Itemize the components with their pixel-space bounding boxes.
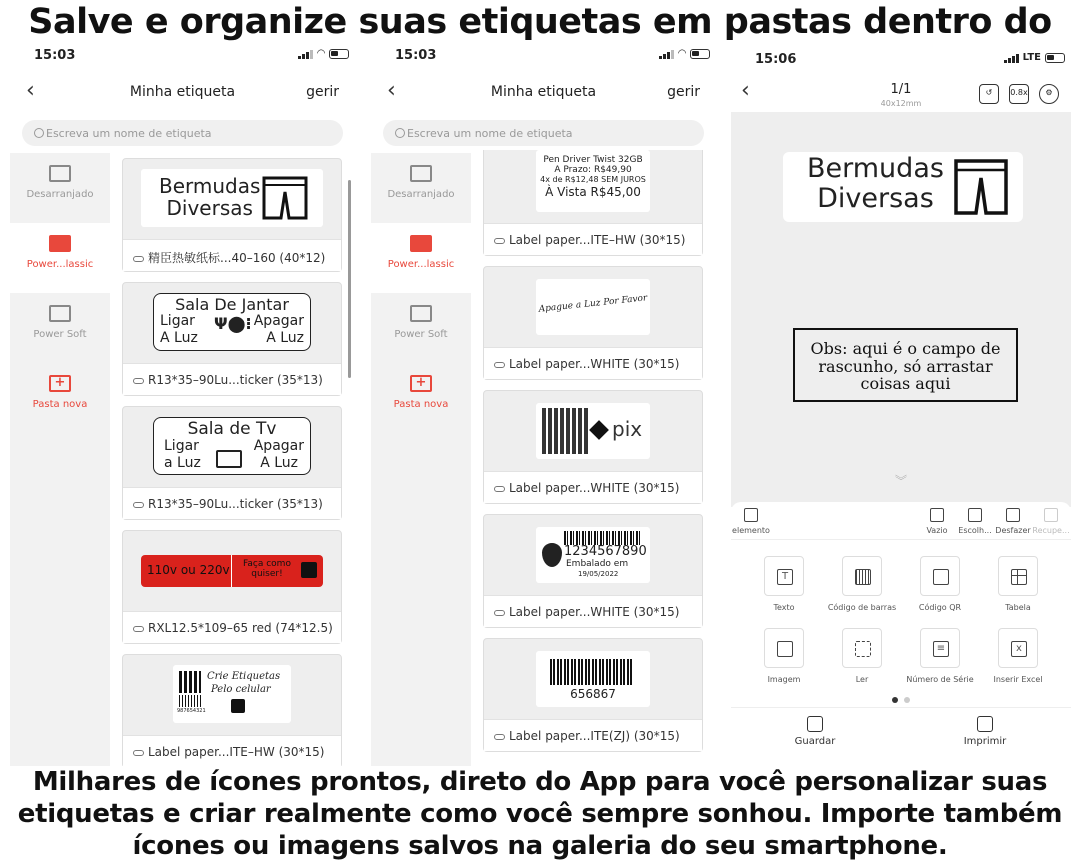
redo-button[interactable] <box>1031 508 1071 535</box>
toolbar-label: Desfazer <box>995 526 1031 535</box>
phone-screen-2 <box>371 42 716 766</box>
label-text: pix <box>612 417 643 441</box>
label-text: A Luz <box>266 330 304 346</box>
status-time: 15:03 <box>34 48 76 63</box>
back-icon[interactable]: ‹ <box>26 78 35 103</box>
status-time: 15:06 <box>755 52 797 67</box>
label-card[interactable] <box>122 158 342 272</box>
label-text: Bermudas <box>807 153 944 184</box>
barcode-icon <box>550 659 632 685</box>
label-text: Sala De Jantar <box>175 295 289 314</box>
insert-excel-button[interactable] <box>979 628 1057 684</box>
text-icon: T <box>777 569 793 585</box>
qr-code-icon <box>179 671 201 693</box>
battery-icon <box>690 49 710 59</box>
folder-icon <box>49 235 71 252</box>
toolbar-label: Recupe... <box>1032 526 1070 535</box>
wifi-icon: ◠ <box>317 48 325 59</box>
toolbar-label: elemento <box>732 526 770 535</box>
label-caption: RXL12.5*109–65 red (74*12.5) <box>148 621 333 635</box>
label-caption: Label paper...WHITE (30*15) <box>509 605 680 619</box>
label-text: Bermudas <box>159 174 261 198</box>
printer-icon <box>977 716 993 732</box>
folder-item[interactable] <box>10 293 110 363</box>
label-text: Ligar <box>164 438 199 454</box>
label-text: Faça como quiser! <box>243 559 291 579</box>
scan-button[interactable] <box>823 628 901 684</box>
bottom-bar <box>731 707 1071 766</box>
headline: Salve e organize suas etiquetas em pastas dentro do <box>28 2 1052 42</box>
print-button[interactable] <box>955 716 1015 747</box>
undo-button[interactable] <box>993 508 1033 535</box>
add-barcode-button[interactable] <box>823 556 901 612</box>
label-card[interactable] <box>122 530 342 644</box>
folder-label: Pasta nova <box>393 399 449 410</box>
wifi-icon: ◠ <box>678 48 686 59</box>
brand-logo-icon <box>301 562 317 578</box>
cloud-icon <box>133 502 144 508</box>
cloud-icon <box>494 610 505 616</box>
qr-code-icon <box>933 569 949 585</box>
toolbar-label: Vazio <box>926 526 948 535</box>
folder-item[interactable] <box>10 153 110 223</box>
signal-icon <box>659 49 674 59</box>
label-caption: Label paper...WHITE (30*15) <box>509 481 680 495</box>
search-icon <box>34 128 44 138</box>
editor-toolbar <box>731 502 1071 540</box>
barcode-icon <box>564 531 640 545</box>
battery-icon <box>329 49 349 59</box>
grid-label: Número de Série <box>906 675 974 684</box>
cloud-icon <box>133 256 144 262</box>
folder-item-active[interactable] <box>10 223 110 293</box>
label-text: 1234567890 <box>564 544 647 559</box>
folder-icon <box>410 165 432 182</box>
label-card[interactable] <box>122 406 342 520</box>
footer-caption <box>10 766 1070 862</box>
label-list <box>483 150 703 766</box>
label-text: Diversas <box>817 182 934 214</box>
clear-button[interactable] <box>917 508 957 535</box>
barcode-icon <box>855 569 871 585</box>
cloud-icon <box>133 626 144 632</box>
folder-label: Desarranjado <box>26 189 94 200</box>
label-caption: Label paper...ITE–HW (30*15) <box>509 233 686 247</box>
status-time: 15:03 <box>395 48 437 63</box>
scan-icon <box>855 641 871 657</box>
label-card[interactable] <box>122 282 342 396</box>
folder-label: Power Soft <box>33 329 87 340</box>
save-button[interactable] <box>785 716 845 747</box>
label-caption: R13*35–90Lu...ticker (35*13) <box>148 497 323 511</box>
table-icon <box>1011 569 1027 585</box>
label-text: Pelo celular <box>211 684 271 695</box>
barcode-icon <box>179 695 201 707</box>
page-dots <box>731 688 1071 707</box>
network-type: LTE <box>1022 52 1041 63</box>
page-dot <box>904 697 910 703</box>
label-text: Crie Etiquetas <box>207 671 281 682</box>
shorts-icon <box>261 175 309 221</box>
folder-label: Power...lassic <box>26 259 94 270</box>
label-list <box>122 158 342 766</box>
folder-label: Power...lassic <box>387 259 455 270</box>
qr-code-icon <box>542 408 588 454</box>
search-placeholder: Escreva um nome de etiqueta <box>46 127 212 140</box>
folder-item[interactable] <box>371 293 471 363</box>
cloud-icon <box>494 734 505 740</box>
add-qr-button[interactable] <box>901 556 979 612</box>
folder-icon <box>410 235 432 252</box>
select-button[interactable] <box>955 508 995 535</box>
draft-text-element[interactable] <box>793 328 1018 402</box>
folder-icon <box>49 305 71 322</box>
add-folder-icon: + <box>410 375 432 392</box>
back-icon[interactable]: ‹ <box>387 78 396 103</box>
cutlery-icon: Ψ⬤⁝ <box>214 314 252 333</box>
label-text: 4x de R$12,48 SEM JUROS <box>540 174 646 184</box>
page-indicator: 1/1 <box>890 82 912 97</box>
label-card[interactable] <box>483 638 703 752</box>
grid-icon <box>744 508 758 522</box>
new-folder-button[interactable] <box>371 363 471 433</box>
label-text: Pen Driver Twist 32GB <box>543 155 643 165</box>
folder-item[interactable] <box>371 153 471 223</box>
label-caption: 精臣热敏纸标...40–160 (40*12) <box>148 251 326 265</box>
element-grid <box>731 542 1071 702</box>
signal-icon <box>298 49 313 59</box>
ornament-border <box>1016 328 1018 402</box>
search-input[interactable] <box>22 120 343 146</box>
label-caption: Label paper...WHITE (30*15) <box>509 357 680 371</box>
add-image-button[interactable] <box>745 628 823 684</box>
folder-label: Desarranjado <box>387 189 455 200</box>
page-dot-active <box>892 697 898 703</box>
manage-button[interactable]: gerir <box>306 84 339 100</box>
footer-line: ícones ou imagens salvos na galeria do seu smartphone. <box>132 831 948 861</box>
label-card[interactable] <box>483 150 703 256</box>
folder-icon <box>49 165 71 182</box>
label-card[interactable] <box>483 266 703 380</box>
label-card[interactable] <box>483 390 703 504</box>
excel-icon: x <box>1011 641 1027 657</box>
folder-item-active[interactable] <box>371 223 471 293</box>
page-title: Minha etiqueta <box>490 84 597 100</box>
label-text: 987654321 <box>177 708 206 714</box>
image-icon <box>777 641 793 657</box>
label-text: Ligar <box>160 313 195 329</box>
status-bar <box>731 52 1071 70</box>
cloud-icon <box>494 486 505 492</box>
serial-number-icon: ≡ <box>933 641 949 657</box>
label-caption: R13*35–90Lu...ticker (35*13) <box>148 373 323 387</box>
scrollbar[interactable] <box>348 180 351 378</box>
new-folder-button[interactable] <box>10 363 110 433</box>
signal-icon <box>1004 53 1019 63</box>
add-table-button[interactable] <box>979 556 1057 612</box>
search-input[interactable] <box>383 120 704 146</box>
label-text: À Vista R$45,00 <box>545 184 641 199</box>
bottom-label: Guardar <box>794 736 836 747</box>
grid-label: Texto <box>773 603 795 612</box>
grid-label: Tabela <box>1005 603 1031 612</box>
cloud-icon <box>133 378 144 384</box>
shorts-icon <box>953 158 1009 216</box>
label-text: Apagar <box>253 313 304 329</box>
status-bar <box>10 48 355 66</box>
grid-label: Inserir Excel <box>993 675 1043 684</box>
grid-label: Código QR <box>918 603 962 612</box>
label-text: Apagar <box>253 438 304 454</box>
phone-screen-1 <box>10 42 355 766</box>
zoom-button[interactable]: 0.8x <box>1009 84 1029 104</box>
phone-screen-editor <box>731 42 1071 766</box>
battery-icon <box>1045 53 1065 63</box>
cloud-icon <box>494 362 505 368</box>
tv-icon <box>216 450 242 468</box>
manage-button[interactable]: gerir <box>667 84 700 100</box>
folder-sidebar <box>371 153 471 766</box>
save-icon <box>807 716 823 732</box>
label-text: a Luz <box>164 455 201 471</box>
draft-text: coisas aqui <box>860 374 951 394</box>
ornament-border <box>793 328 795 402</box>
cloud-icon <box>133 750 144 756</box>
redo-icon <box>1044 508 1058 522</box>
label-text: A Prazo: R$49,90 <box>554 164 632 175</box>
grid-label: Imagem <box>767 675 801 684</box>
draft-text: rascunho, só arrastar <box>818 356 993 376</box>
label-text: 110v ou 220v <box>147 563 230 577</box>
eraser-icon <box>930 508 944 522</box>
label-canvas[interactable] <box>731 112 1071 507</box>
folder-label: Pasta nova <box>32 399 88 410</box>
brand-logo-icon <box>231 699 245 713</box>
chevron-down-icon[interactable]: ︾ <box>894 474 907 488</box>
label-text: 656867 <box>570 687 616 701</box>
add-folder-icon: + <box>49 375 71 392</box>
strawberry-icon <box>542 543 562 567</box>
search-placeholder: Escreva um nome de etiqueta <box>407 127 573 140</box>
grid-label: Ler <box>855 675 869 684</box>
canvas-label-element[interactable] <box>783 152 1023 222</box>
search-icon <box>395 128 405 138</box>
label-text: Apague a Luz Por Favor <box>538 293 648 315</box>
label-card[interactable] <box>483 514 703 628</box>
label-text: 19/05/2022 <box>578 570 619 578</box>
footer-line: Milhares de ícones prontos, direto do App para você personalizar suas <box>32 767 1048 797</box>
label-text: A Luz <box>260 455 298 471</box>
ornament-border <box>793 400 1018 402</box>
footer-line: etiquetas e criar realmente como você sempre sonhou. Importe também <box>17 799 1063 829</box>
label-text: Embalado em <box>566 559 629 569</box>
checklist-icon <box>968 508 982 522</box>
status-bar <box>371 48 716 66</box>
label-caption: Label paper...ITE–HW (30*15) <box>148 745 325 759</box>
toolbar-label: Escolh... <box>958 526 992 535</box>
draft-text: Obs: aqui é o campo de <box>810 339 1001 358</box>
label-text: Sala de Tv <box>187 419 277 439</box>
element-button[interactable] <box>731 508 771 535</box>
folder-label: Power Soft <box>394 329 448 340</box>
undo-icon <box>1006 508 1020 522</box>
page-title: Minha etiqueta <box>129 84 236 100</box>
cloud-icon <box>494 238 505 244</box>
label-caption: Label paper...ITE(ZJ) (30*15) <box>509 729 680 743</box>
folder-sidebar <box>10 153 110 766</box>
label-card[interactable] <box>122 654 342 766</box>
grid-label: Código de barras <box>827 603 897 612</box>
label-text: A Luz <box>160 330 198 346</box>
ornament-border <box>793 328 1018 330</box>
label-size: 40x12mm <box>880 99 922 108</box>
settings-gear-icon[interactable]: ⚙ <box>1039 84 1059 104</box>
folder-icon <box>410 305 432 322</box>
label-text: Diversas <box>166 196 253 220</box>
pix-logo-icon <box>589 420 609 440</box>
add-serial-button[interactable] <box>901 628 979 684</box>
back-icon[interactable]: ‹ <box>741 78 750 103</box>
rotate-icon[interactable]: ↺ <box>979 84 999 104</box>
bottom-label: Imprimir <box>963 736 1007 747</box>
add-text-button[interactable] <box>745 556 823 612</box>
